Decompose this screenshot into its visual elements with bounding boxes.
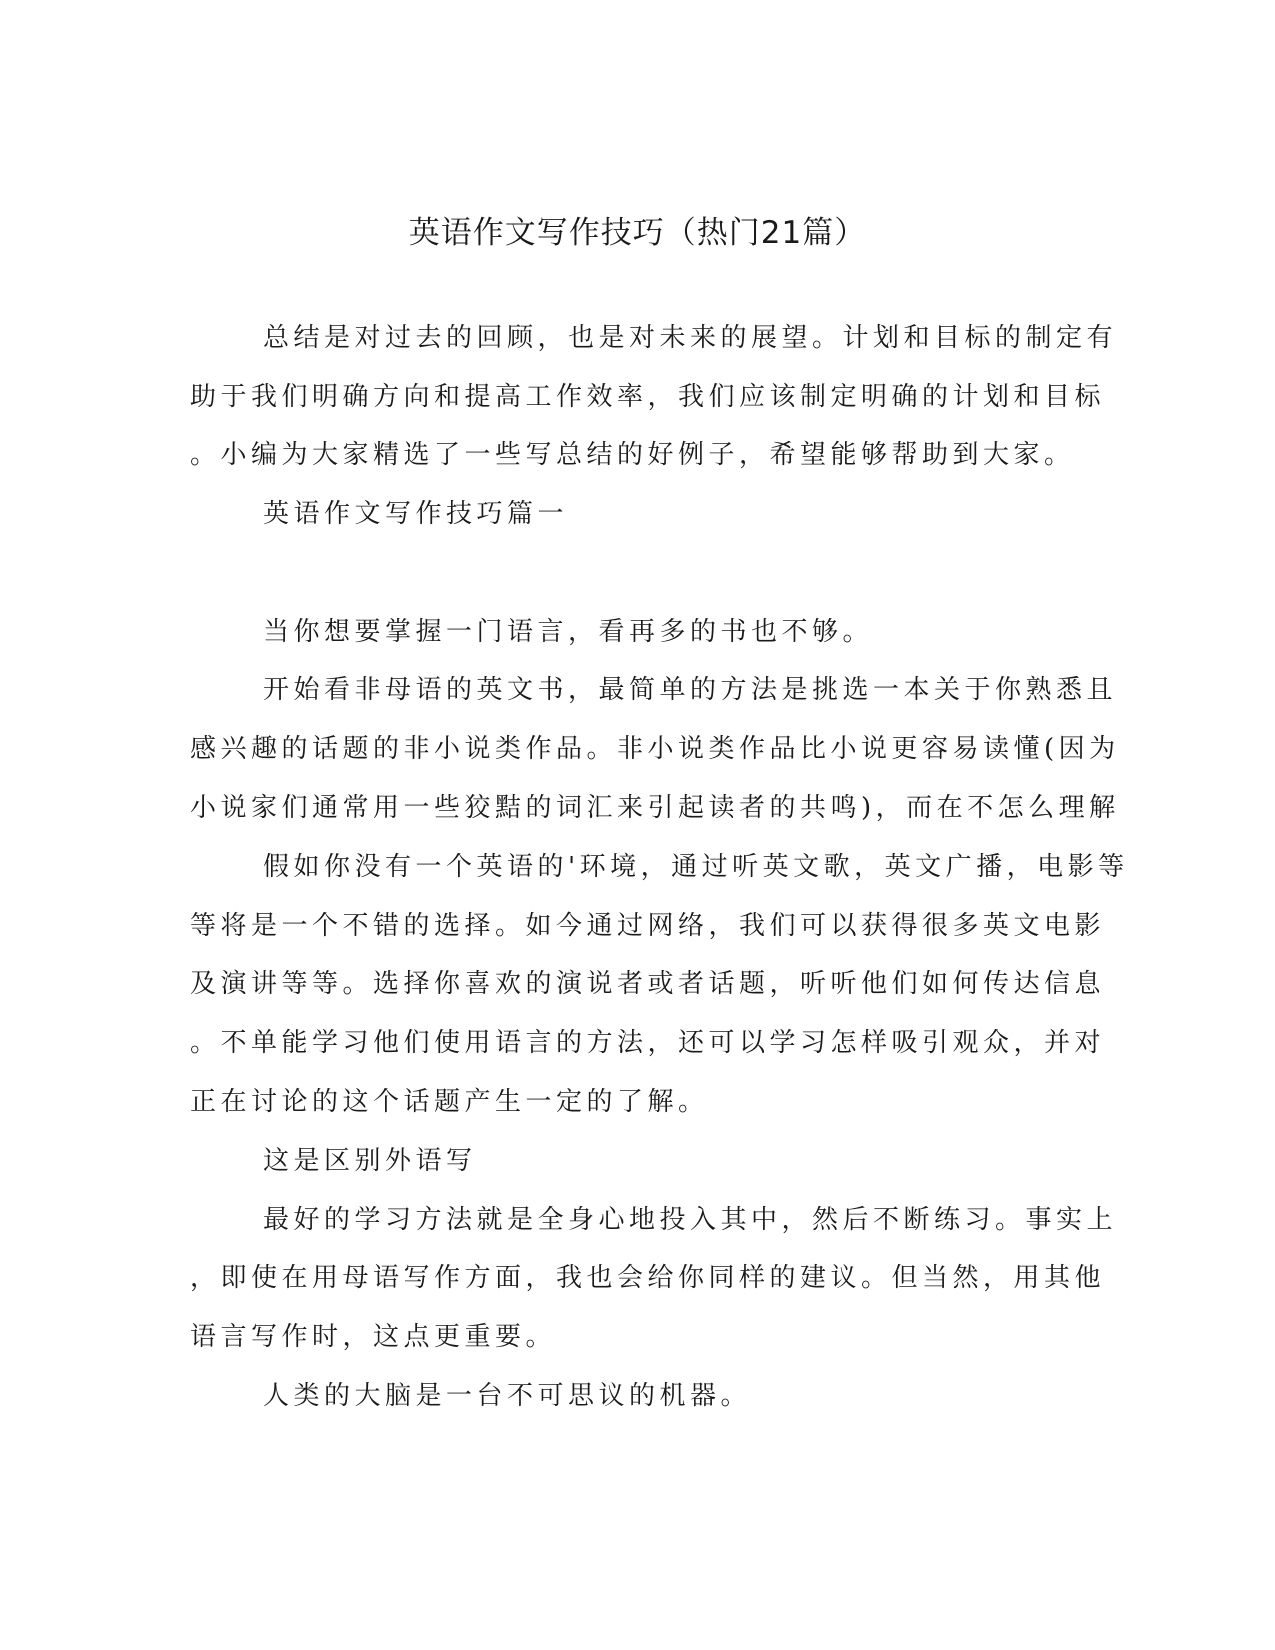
intro-line-1: 总结是对过去的回顾，也是对未来的展望。计划和目标的制定有	[263, 323, 1118, 353]
intro-line-2: 助于我们明确方向和提高工作效率，我们应该制定明确的计划和目标	[190, 382, 1106, 412]
body-line-9: 正在讨论的这个话题产生一定的了解。	[190, 1087, 709, 1117]
body-line-2: 开始看非母语的英文书，最简单的方法是挑选一本关于你熟悉且	[263, 675, 1118, 705]
body-line-11: 最好的学习方法就是全身心地投入其中，然后不断练习。事实上	[263, 1205, 1118, 1235]
body-line-7: 及演讲等等。选择你喜欢的演说者或者话题，听听他们如何传达信息	[190, 969, 1106, 999]
body-line-5: 假如你没有一个英语的'环境，通过听英文歌，英文广播，电影等	[263, 852, 1129, 882]
body-line-1: 当你想要掌握一门语言，看再多的书也不够。	[263, 617, 874, 647]
body-line-8: 。不单能学习他们使用语言的方法，还可以学习怎样吸引观众，并对	[190, 1028, 1106, 1058]
document-title: 英语作文写作技巧（热门21篇）	[408, 215, 867, 251]
body-line-12: ，即使在用母语写作方面，我也会给你同样的建议。但当然，用其他	[190, 1263, 1106, 1293]
section-heading: 英语作文写作技巧篇一	[263, 499, 569, 529]
body-line-4: 小说家们通常用一些狡黠的词汇来引起读者的共鸣)，而在不怎么理解	[190, 793, 1120, 823]
intro-line-3: 。小编为大家精选了一些写总结的好例子，希望能够帮助到大家。	[190, 440, 1075, 470]
body-line-14: 人类的大脑是一台不可思议的机器。	[263, 1381, 752, 1411]
body-line-6: 等将是一个不错的选择。如今通过网络，我们可以获得很多英文电影	[190, 911, 1106, 941]
body-line-13: 语言写作时，这点更重要。	[190, 1322, 557, 1352]
body-line-10: 这是区别外语写	[263, 1146, 477, 1176]
body-line-3: 感兴趣的话题的非小说类作品。非小说类作品比小说更容易读懂(因为	[190, 734, 1120, 764]
